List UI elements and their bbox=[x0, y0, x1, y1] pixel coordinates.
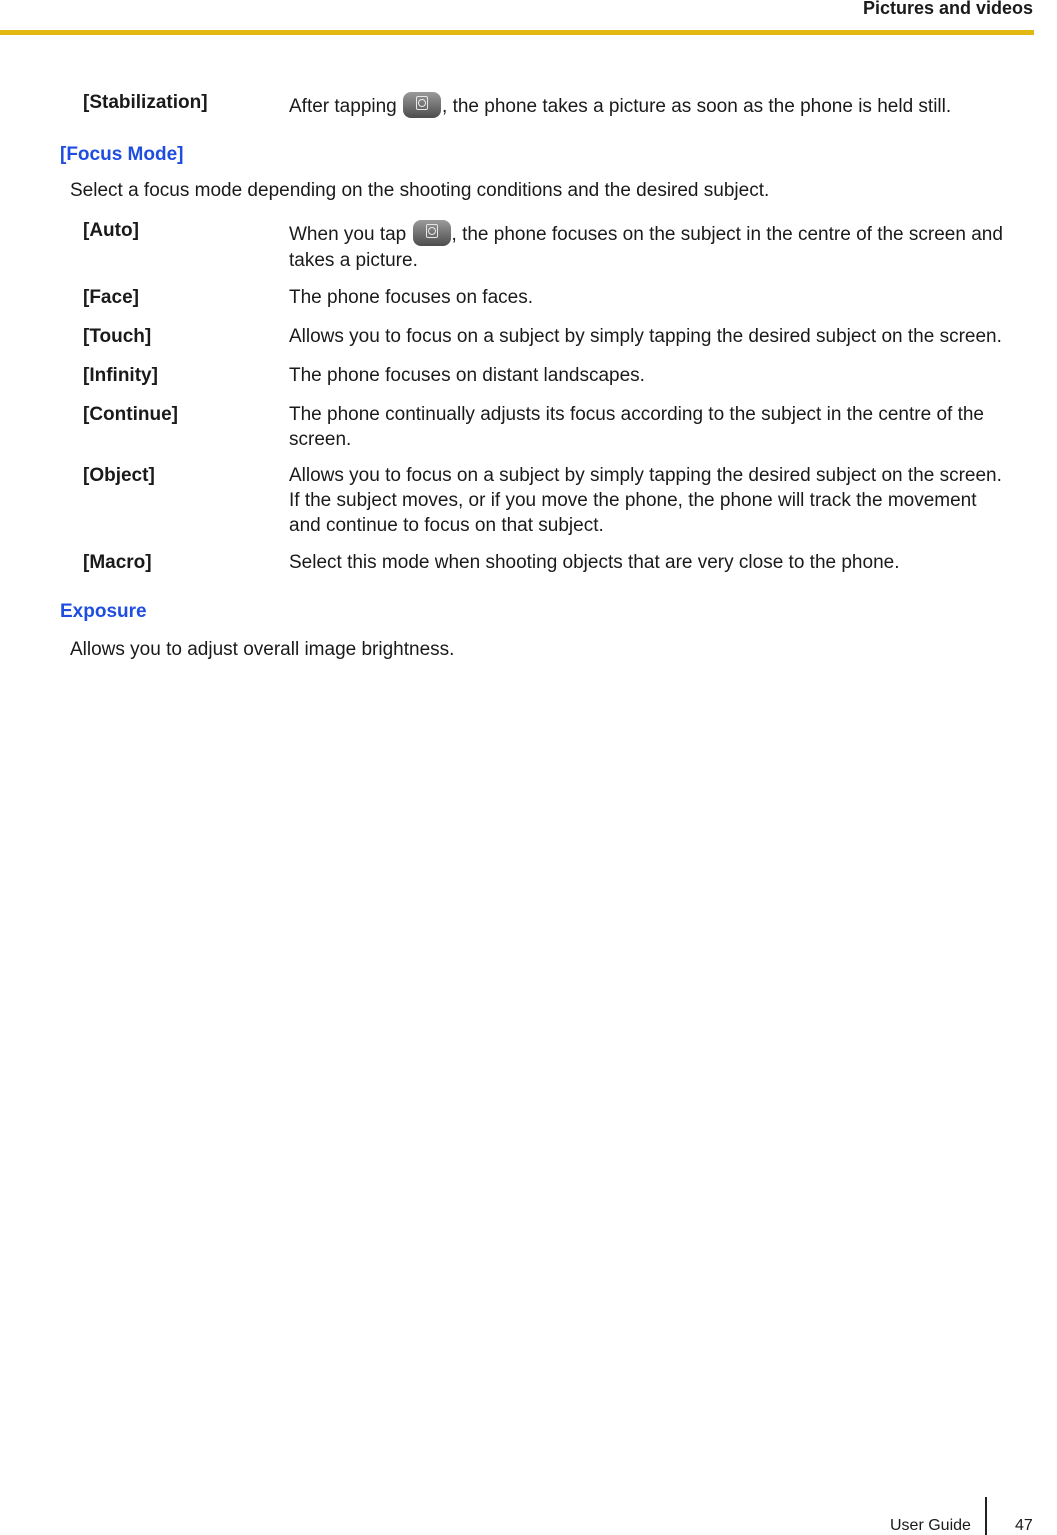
term-macro: [Macro] bbox=[83, 552, 152, 573]
term-face: [Face] bbox=[83, 287, 139, 308]
term-object: [Object] bbox=[83, 465, 155, 486]
footer-divider bbox=[985, 1497, 987, 1535]
intro-focus-mode: Select a focus mode depending on the shooting conditions and the desired subject. bbox=[70, 180, 770, 201]
desc-stabilization-after: , the phone takes a picture as soon as the phone is held still. bbox=[442, 96, 952, 117]
term-auto: [Auto] bbox=[83, 220, 139, 241]
desc-stabilization-before: After tapping bbox=[289, 96, 403, 117]
desc-auto-before: When you tap bbox=[289, 224, 412, 245]
desc-touch: Allows you to focus on a subject by simply tapping the desired subject on the screen. bbox=[289, 326, 1002, 347]
desc-face: The phone focuses on faces. bbox=[289, 287, 533, 308]
desc-macro: Select this mode when shooting objects that are very close to the phone. bbox=[289, 552, 900, 573]
camera-shutter-icon bbox=[403, 92, 441, 118]
heading-focus-mode: [Focus Mode] bbox=[60, 144, 184, 165]
desc-auto-line2: takes a picture. bbox=[289, 250, 418, 271]
desc-continue-line2: screen. bbox=[289, 429, 352, 450]
intro-exposure: Allows you to adjust overall image brightness. bbox=[70, 639, 455, 660]
desc-object-line3: and continue to focus on that subject. bbox=[289, 515, 604, 536]
desc-object-line1: Allows you to focus on a subject by simply tapping the desired subject on the screen. bbox=[289, 465, 1002, 486]
term-continue: [Continue] bbox=[83, 404, 178, 425]
desc-continue-line1: The phone continually adjusts its focus according to the subject in the centre of the bbox=[289, 404, 984, 425]
term-touch: [Touch] bbox=[83, 326, 152, 347]
header-divider bbox=[0, 30, 1034, 35]
desc-auto-after: , the phone focuses on the subject in the centre of the screen and bbox=[451, 224, 1003, 245]
camera-shutter-icon bbox=[413, 220, 451, 246]
footer-label: User Guide bbox=[890, 1517, 971, 1534]
section-title: Pictures and videos bbox=[862, 0, 1033, 18]
page-number: 47 bbox=[1015, 1517, 1033, 1534]
desc-object-line2: If the subject moves, or if you move the phone, the phone will track the movement bbox=[289, 490, 977, 511]
desc-auto bbox=[289, 220, 1057, 247]
heading-exposure: Exposure bbox=[60, 601, 147, 622]
desc-infinity: The phone focuses on distant landscapes. bbox=[289, 365, 645, 386]
term-infinity: [Infinity] bbox=[83, 365, 158, 386]
desc-stabilization bbox=[289, 92, 1057, 119]
term-stabilization: [Stabilization] bbox=[83, 92, 208, 113]
